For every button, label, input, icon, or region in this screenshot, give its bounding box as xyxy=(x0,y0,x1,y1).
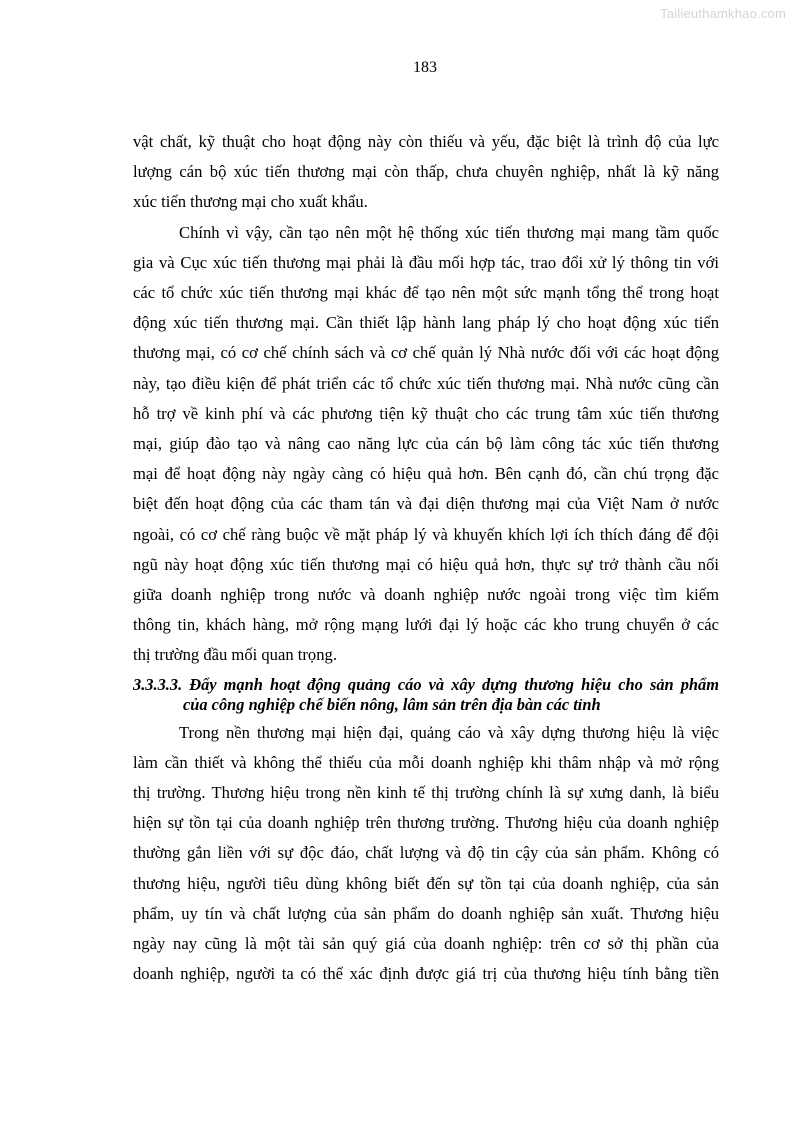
paragraph-2 xyxy=(133,218,719,671)
text-line: hỗ trợ về kinh phí và các phương tiện kỹ thuật cho các trung tâm xúc tiến thương xyxy=(133,403,719,423)
text-line: ngũ này hoạt động xúc tiến thương mại có hiệu quả hơn, thực sự trở thành cầu nối xyxy=(133,554,719,574)
text-line: thường gắn liền với sự độc đáo, chất lượng và độ tin cậy của sản phẩm. Không có xyxy=(133,843,719,863)
text-line: Chính vì vậy, cần tạo nên một hệ thống xúc tiến thương mại mang tầm quốc xyxy=(179,222,719,242)
text-line: Trong nền thương mại hiện đại, quảng cáo và xây dựng thương hiệu là việc xyxy=(179,722,719,742)
text-line: mại để hoạt động này ngày càng có hiệu quả hơn. Bên cạnh đó, cần chú trọng đặc xyxy=(133,464,719,484)
text-line: thương hiệu, người tiêu dùng không biết đến sự tồn tại của doanh nghiệp, của sản xyxy=(133,873,719,893)
text-line: xúc tiến thương mại cho xuất khẩu. xyxy=(133,192,368,212)
section-heading-line-1: 3.3.3.3. Đẩy mạnh hoạt động quảng cáo và xây dựng thương hiệu cho sản phẩm xyxy=(133,674,719,694)
page-number: 183 xyxy=(413,59,437,76)
document-body xyxy=(133,127,719,989)
text-line: thông tin, khách hàng, mở rộng mạng lưới đại lý hoặc các kho trung chuyển ở các xyxy=(133,615,719,635)
text-line: làm cần thiết và không thể thiếu của mỗi doanh nghiệp khi thâm nhập và mở rộng xyxy=(133,752,719,772)
text-line: phẩm, uy tín và chất lượng của sản phẩm do doanh nghiệp sản xuất. Thương hiệu xyxy=(133,903,719,923)
text-line: động xúc tiến thương mại. Cần thiết lập hành lang pháp lý cho hoạt động xúc tiến xyxy=(133,313,719,333)
text-line: gia và Cục xúc tiến thương mại phải là đầu mối hợp tác, trao đổi xử lý thông tin với xyxy=(133,252,719,272)
section-heading xyxy=(133,675,719,716)
text-line: doanh nghiệp, người ta có thể xác định được giá trị của thương hiệu tính bằng tiền xyxy=(133,964,719,984)
paragraph-3 xyxy=(133,718,719,990)
text-line: vật chất, kỹ thuật cho hoạt động này còn thiếu và yếu, đặc biệt là trình độ của lực xyxy=(133,132,719,151)
text-line: thị trường đầu mối quan trọng. xyxy=(133,645,337,665)
section-heading-line-2: của công nghiệp chế biến nông, lâm sản trên địa bàn các tỉnh xyxy=(183,695,601,715)
text-line: hiện sự tồn tại của doanh nghiệp trên thương trường. Thương hiệu của doanh nghiệp xyxy=(133,813,719,833)
text-line: ngoài, có cơ chế ràng buộc về mặt pháp lý và khuyến khích lợi ích thích đáng để đội xyxy=(133,524,719,544)
text-line: này, tạo điều kiện để phát triển các tổ chức xúc tiến thương mại. Nhà nước cũng cần xyxy=(133,373,719,393)
watermark-text: Tailieuthamkhao.com xyxy=(660,6,786,21)
text-line: ngày nay cũng là một tài sản quý giá của doanh nghiệp: trên cơ sở thị phần của xyxy=(133,934,719,954)
text-line: giữa doanh nghiệp trong nước và doanh nghiệp nước ngoài trong việc tìm kiếm xyxy=(133,585,719,605)
text-line: các tổ chức xúc tiến thương mại khác để tạo nên một sức mạnh tổng thể trong hoạt xyxy=(133,283,719,303)
text-line: lượng cán bộ xúc tiến thương mại còn thấp, chưa chuyên nghiệp, nhất là kỹ năng xyxy=(133,162,719,182)
text-line: thị trường. Thương hiệu trong nền kinh tế thị trường chính là sự xưng danh, là biểu xyxy=(133,783,719,803)
text-line: mại, giúp đào tạo và nâng cao năng lực của cán bộ làm công tác xúc tiến thương xyxy=(133,434,719,454)
text-line: biệt đến hoạt động của các tham tán và đại diện thương mại của Việt Nam ở nước xyxy=(133,494,719,514)
paragraph-1 xyxy=(133,127,719,218)
text-line: thương mại, có cơ chế chính sách và cơ chế quản lý Nhà nước đối với các hoạt động xyxy=(133,343,719,363)
